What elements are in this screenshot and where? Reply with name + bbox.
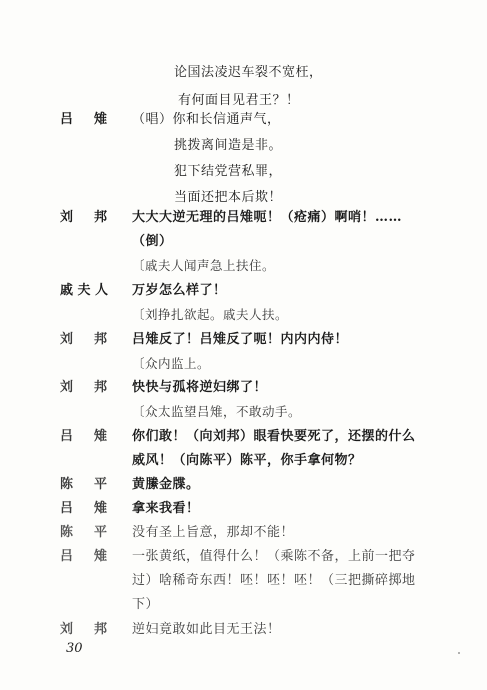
- line-text: 〔刘挣扎欲起。戚夫人扶。: [132, 307, 289, 322]
- script-line: 刘 邦 吕雉反了！吕雉反了呃！内内内侍！: [0, 327, 487, 353]
- stage-direction: [0, 351, 487, 377]
- line-text: 拿来我看！: [132, 501, 200, 516]
- script-line: [0, 159, 487, 185]
- script-line: 刘 邦 逆妇竟敢如此目无王法！: [0, 617, 487, 643]
- line-text: 下）: [132, 597, 160, 612]
- script-line: 刘 邦 快快与孤将逆妇绑了！: [0, 375, 487, 401]
- line-text: 黄縢金牒。: [132, 477, 200, 492]
- script-line: [0, 133, 487, 159]
- line-text: 大大大逆无理的吕雉呃！（疮痛）啊哨！……: [132, 210, 403, 225]
- script-line: [0, 229, 487, 255]
- line-text: 快快与孤将逆妇绑了！: [132, 380, 268, 395]
- line-text: （倒）: [132, 234, 173, 249]
- script-line: [0, 568, 487, 594]
- line-text: 当面还把本后欺！: [174, 190, 283, 205]
- line-text: 威风！（向陈平）陈平，你手拿何物？: [132, 453, 362, 468]
- script-line: [0, 448, 487, 474]
- line-text: 吕雉反了！吕雉反了呃！内内内侍！: [132, 332, 349, 347]
- script-line: 刘 邦 大大大逆无理的吕雉呃！（疮痛）啊哨！……: [0, 205, 487, 231]
- script-line: [0, 60, 487, 86]
- line-text: 论国法凌迟车裂不宽枉，: [174, 65, 323, 80]
- script-line: 陈 平 没有圣上旨意，那却不能！: [0, 520, 487, 546]
- scan-speck: [458, 652, 460, 654]
- line-text: 万岁怎么样了！: [132, 283, 227, 298]
- line-text: 犯下结党营私罪，: [174, 164, 283, 179]
- script-line: 吕 雉 （唱）你和长信通声气，: [0, 107, 487, 133]
- script-line: [0, 592, 487, 618]
- line-text: （唱）你和长信通声气，: [132, 112, 281, 127]
- line-text: 一张黄纸，值得什么！（乘陈不备，上前一把夺: [132, 549, 416, 564]
- line-text: 没有圣上旨意，那却不能！: [132, 525, 295, 540]
- page-number: 30: [66, 641, 83, 656]
- script-line: 吕 雉 你们敢！（向刘邦）眼看快要死了，还摆的什么: [0, 424, 487, 450]
- line-text: 挑拨离间造是非。: [174, 138, 283, 153]
- stage-direction: [0, 253, 487, 279]
- script-line: 吕 雉 拿来我看！: [0, 496, 487, 522]
- line-text: 〔众太监望吕雉，不敢动手。: [132, 404, 302, 419]
- stage-direction: [0, 399, 487, 425]
- line-text: 过）啥稀奇东西！呸！呸！呸！（三把撕碎掷地: [132, 573, 416, 588]
- line-text: 你们敢！（向刘邦）眼看快要死了，还摆的什么: [132, 429, 416, 444]
- line-text: 〔戚夫人闻声急上扶住。: [132, 258, 276, 273]
- script-line: 戚 夫 人 万岁怎么样了！: [0, 278, 487, 304]
- line-text: 逆妇竟敢如此目无王法！: [132, 622, 281, 637]
- stage-direction: [0, 302, 487, 328]
- line-text: 〔众内监上。: [132, 356, 211, 371]
- script-line: 陈 平 黄縢金牒。: [0, 472, 487, 498]
- script-line: 吕 雉 一张黄纸，值得什么！（乘陈不备，上前一把夺: [0, 544, 487, 570]
- line-text: 有何面目见君王？！: [178, 93, 300, 108]
